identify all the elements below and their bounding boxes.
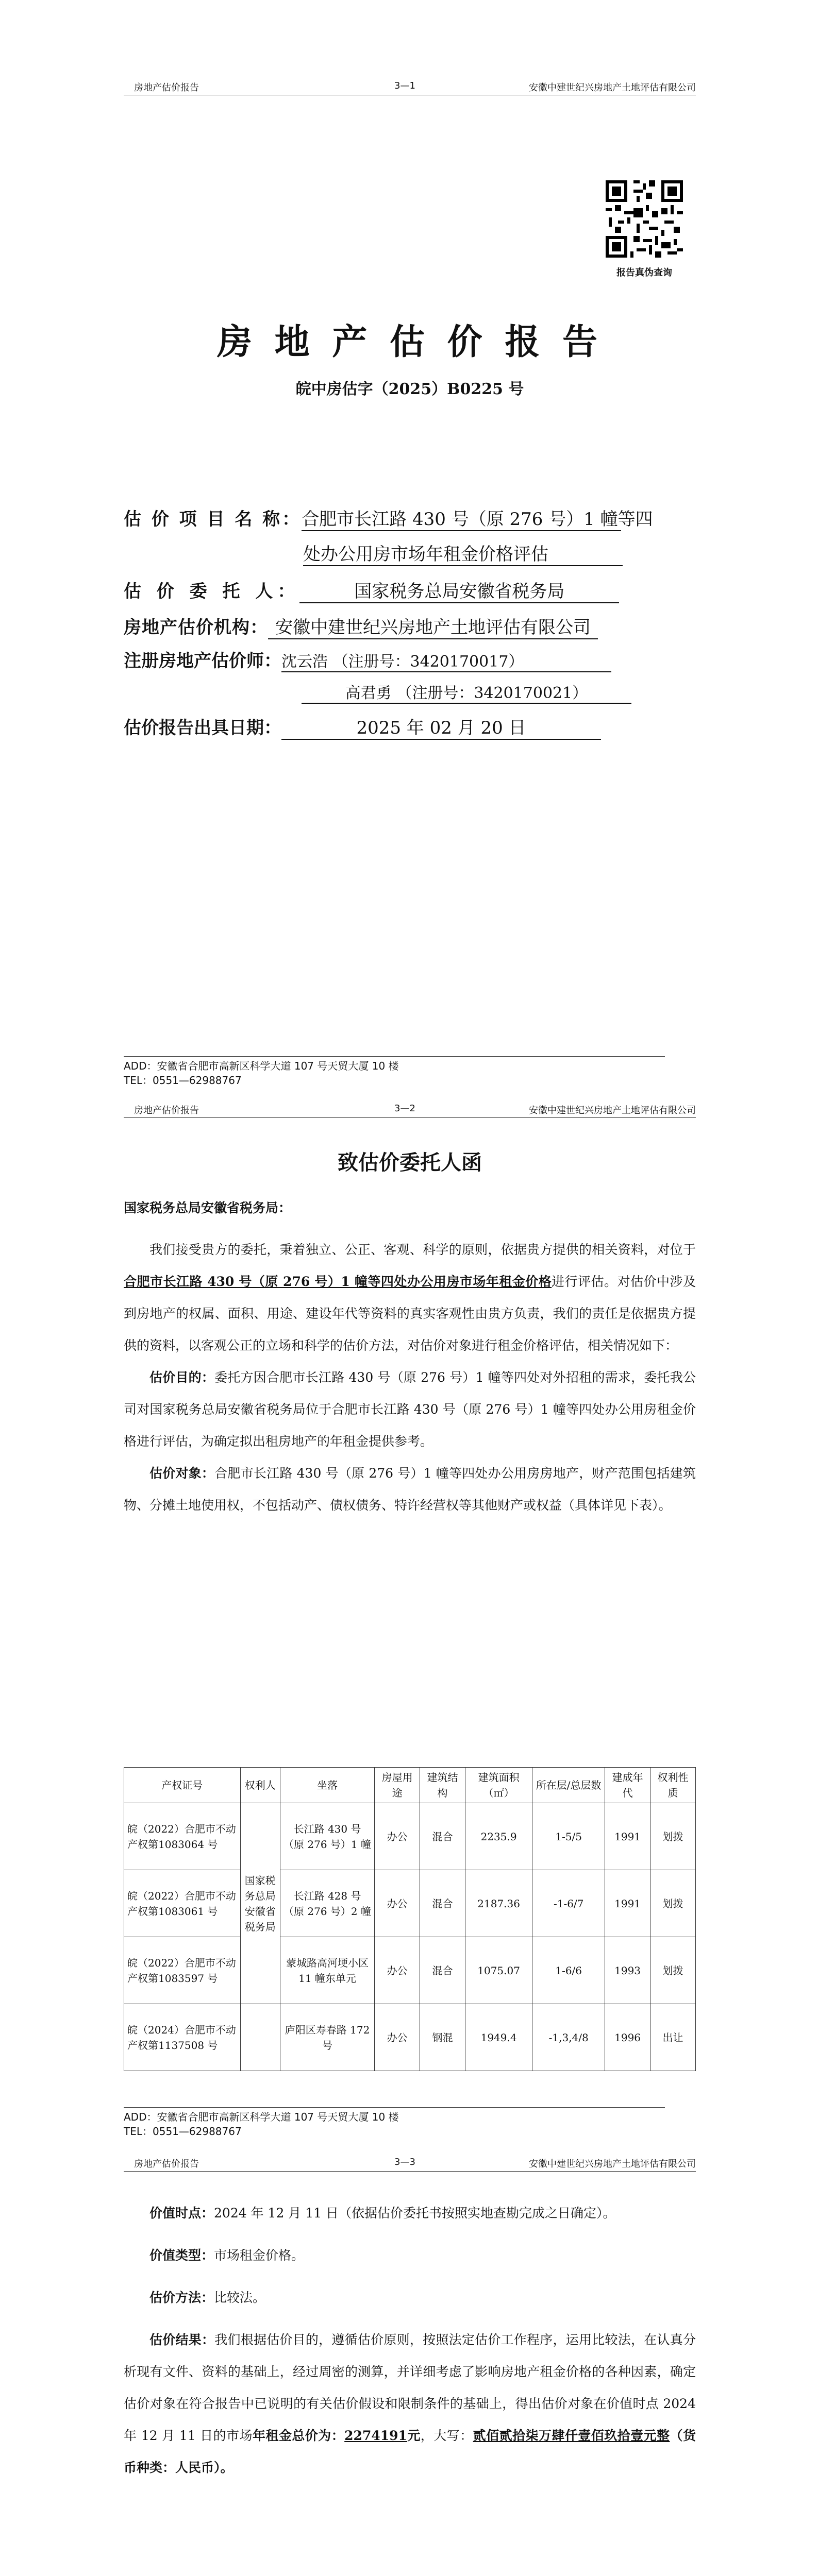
result-amount: 2274191 xyxy=(344,2428,407,2443)
result-unit: 元 xyxy=(407,2428,421,2443)
purpose-paragraph xyxy=(124,1362,696,1458)
result-total-label: 年租金总价为： xyxy=(252,2428,345,2443)
appraiser-row-2 xyxy=(302,680,631,704)
col-header: 建成年代 xyxy=(605,1768,650,1803)
col-header: 权利人 xyxy=(240,1768,280,1803)
property-table xyxy=(124,1767,696,2071)
cell-year: 1991 xyxy=(605,1803,650,1870)
cell-location: 长江路 430 号（原 276 号）1 幢 xyxy=(280,1803,374,1870)
time-label: 价值时点： xyxy=(149,2206,214,2221)
cell-location: 长江路 428 号（原 276 号）2 幢 xyxy=(280,1870,374,1937)
cell-structure: 混合 xyxy=(420,1803,465,1870)
cell-area: 1949.4 xyxy=(465,2004,532,2071)
header-center: 3—1 xyxy=(394,80,415,91)
date-value: 2025 年 02 月 20 日 xyxy=(281,714,601,740)
header-right: 安徽中建世纪兴房地产土地评估有限公司 xyxy=(529,82,696,93)
cell-use: 办公 xyxy=(375,1803,420,1870)
project-row-2 xyxy=(303,540,623,566)
page-footer xyxy=(124,2107,696,2139)
cell-structure: 混合 xyxy=(420,1937,465,2004)
method-label: 估价方法： xyxy=(149,2290,214,2305)
header-center: 3—2 xyxy=(394,1103,415,1114)
col-header: 所在层/总层数 xyxy=(532,1768,605,1803)
report-title: 房 地 产 估 价 报 告 xyxy=(216,321,603,363)
table-row xyxy=(124,2004,696,2071)
cell-cert: 皖（2024）合肥市不动产权第1137508 号 xyxy=(124,2004,241,2071)
col-header: 产权证号 xyxy=(124,1768,241,1803)
cell-cert: 皖（2022）合肥市不动产权第1083064 号 xyxy=(124,1803,241,1870)
header-left: 房地产估价报告 xyxy=(134,1105,199,1116)
cell-owner: 国家税务总局安徽省税务局 xyxy=(240,1803,280,2004)
cell-location: 庐阳区寿春路 172 号 xyxy=(280,2004,374,2071)
client-value: 国家税务总局安徽省税务局 xyxy=(299,577,619,603)
project-value-1: 合肥市长江路 430 号（原 276 号）1 幢等四 xyxy=(302,505,621,531)
cell-use: 办公 xyxy=(375,1870,420,1937)
date-row xyxy=(124,714,601,740)
type-text: 市场租金价格。 xyxy=(214,2248,305,2263)
qr-code[interactable] xyxy=(606,180,683,258)
result-label: 估价结果： xyxy=(149,2332,215,2347)
footer-tel: TEL：0551—62988767 xyxy=(124,1074,242,1087)
method-paragraph xyxy=(124,2282,696,2314)
agency-value: 安徽中建世纪兴房地产土地评估有限公司 xyxy=(268,613,598,639)
agency-label: 房地产估价机构： xyxy=(124,617,268,638)
agency-row xyxy=(124,613,598,639)
project-row xyxy=(124,505,653,531)
cell-structure: 钢混 xyxy=(420,2004,465,2071)
object-text: 合肥市长江路 430 号（原 276 号）1 幢等四处办公用房房地产，财产范围包括建筑物、分摊土地使用权，不包括动产、债权债务、特许经营权等其他财产或权益（具体详见下表）。 xyxy=(124,1466,696,1513)
cell-cert: 皖（2022）合肥市不动产权第1083061 号 xyxy=(124,1870,241,1937)
table-header-row xyxy=(124,1768,696,1803)
cell-year: 1991 xyxy=(605,1870,650,1937)
object-paragraph xyxy=(124,1458,696,1521)
result-upper: 贰佰贰拾柒万肆仟壹佰玖拾壹元整 xyxy=(473,2428,670,2443)
result-upper-prefix: ，大写： xyxy=(420,2428,473,2443)
intro-text-c: 进行评估。对估价中涉及到房地产的权属、面积、用途、建设年代等资料的真实客观性由贵方负责，我们的责任是依据贵方提供的资料，以客观公正的立场和科学的估价方法，对估价对象进行租金价格评估，相关情况如下： xyxy=(124,1274,696,1353)
cell-floor: 1-5/5 xyxy=(532,1803,605,1870)
cell-owner-empty xyxy=(240,2004,280,2071)
date-label: 估价报告出具日期： xyxy=(124,718,281,738)
cell-area: 2187.36 xyxy=(465,1870,532,1937)
object-label: 估价对象： xyxy=(149,1466,215,1481)
cell-nature: 划拨 xyxy=(650,1803,696,1870)
col-header: 建筑结构 xyxy=(420,1768,465,1803)
letter-body xyxy=(124,1234,696,1521)
appraiser-label: 注册房地产估价师： xyxy=(124,651,281,671)
time-text: 2024 年 12 月 11 日（依据估价委托书按照实地查勘完成之日确定）。 xyxy=(214,2206,616,2221)
client-row xyxy=(124,577,619,603)
cell-use: 办公 xyxy=(375,1937,420,2004)
report-number: 皖中房估字（2025）B0225 号 xyxy=(295,380,524,398)
cell-structure: 混合 xyxy=(420,1870,465,1937)
cell-nature: 划拨 xyxy=(650,1870,696,1937)
cell-nature: 划拨 xyxy=(650,1937,696,2004)
project-label: 估 价 项 目 名 称： xyxy=(124,509,302,530)
project-value-2: 处办公用房市场年租金价格评估 xyxy=(303,540,623,566)
cell-area: 1075.07 xyxy=(465,1937,532,2004)
header-right: 安徽中建世纪兴房地产土地评估有限公司 xyxy=(529,1105,696,1116)
appraiser-1: 沈云浩 （注册号：3420170017） xyxy=(281,649,611,672)
intro-text-subject: 合肥市长江路 430 号（原 276 号）1 幢等四处办公用房市场年租金价格 xyxy=(124,1274,552,1289)
cell-use: 办公 xyxy=(375,2004,420,2071)
intro-paragraph xyxy=(124,1234,696,1362)
letter-title: 致估价委托人函 xyxy=(338,1150,482,1175)
result-text: 我们根据估价目的，遵循估价原则，按照法定估价工作程序，运用比较法，在认真分析现有文件、资料的基础上，经过周密的测算，并详细考虑了影响房地产租金价格的各种因素，确定估价对象在符合报告中已说明的有关估价假设和限制条件的基础上，得出估价对象在价值时点 2024 年 12 月 11 日的市场 xyxy=(124,2332,696,2443)
cell-area: 2235.9 xyxy=(465,1803,532,1870)
footer-address: ADD：安徽省合肥市高新区科学大道 107 号天贸大厦 10 楼 xyxy=(124,2111,399,2123)
time-paragraph xyxy=(124,2197,696,2229)
col-header: 权利性质 xyxy=(650,1768,696,1803)
cell-year: 1993 xyxy=(605,1937,650,2004)
cell-nature: 出让 xyxy=(650,2004,696,2071)
cell-location: 蒙城路高河埂小区 11 幢东单元 xyxy=(280,1937,374,2004)
header-left: 房地产估价报告 xyxy=(134,2159,199,2170)
page-footer xyxy=(124,1056,696,1088)
cell-year: 1996 xyxy=(605,2004,650,2071)
header-center: 3—3 xyxy=(394,2157,415,2167)
intro-text-a: 我们接受贵方的委托，秉着独立、公正、客观、科学的原则，依据贵方提供的相关资料，对位于 xyxy=(149,1242,696,1257)
result-currency: （货币种类：人民币）。 xyxy=(124,2428,696,2475)
cell-floor: -1,3,4/8 xyxy=(532,2004,605,2071)
qr-caption: 报告真伪查询 xyxy=(616,267,672,278)
col-header: 房屋用途 xyxy=(375,1768,420,1803)
table-row xyxy=(124,1870,696,1937)
type-label: 价值类型： xyxy=(149,2248,214,2263)
cell-floor: -1-6/7 xyxy=(532,1870,605,1937)
purpose-text: 委托方因合肥市长江路 430 号（原 276 号）1 幢等四处对外招租的需求，委托我公司对国家税务总局安徽省税务局位于合肥市长江路 430 号（原 276 号）1 幢等四处办公用房租金价格进行评估，为确定拟出租房地产的年租金提供参考。 xyxy=(124,1370,696,1449)
page-header xyxy=(124,77,696,95)
letter-salutation: 国家税务总局安徽省税务局： xyxy=(124,1200,292,1215)
cell-cert: 皖（2022）合肥市不动产权第1083597 号 xyxy=(124,1937,241,2004)
page-header xyxy=(124,1100,696,1118)
appraiser-row xyxy=(124,647,611,672)
header-left: 房地产估价报告 xyxy=(134,82,199,93)
type-paragraph xyxy=(124,2240,696,2272)
purpose-label: 估价目的： xyxy=(149,1370,215,1385)
method-text: 比较法。 xyxy=(214,2290,266,2305)
header-right: 安徽中建世纪兴房地产土地评估有限公司 xyxy=(529,2159,696,2170)
result-paragraph xyxy=(124,2324,696,2484)
appraiser-2: 高君勇 （注册号：3420170021） xyxy=(302,680,631,704)
footer-address: ADD：安徽省合肥市高新区科学大道 107 号天贸大厦 10 楼 xyxy=(124,1060,399,1072)
col-header: 建筑面积（㎡） xyxy=(465,1768,532,1803)
col-header: 坐落 xyxy=(280,1768,374,1803)
footer-tel: TEL：0551—62988767 xyxy=(124,2125,242,2138)
letter-body-2 xyxy=(124,2197,696,2484)
cell-floor: 1-6/6 xyxy=(532,1937,605,2004)
page-header xyxy=(124,2154,696,2172)
table-row xyxy=(124,1937,696,2004)
client-label: 估 价 委 托 人： xyxy=(124,581,300,602)
table-row xyxy=(124,1803,696,1870)
